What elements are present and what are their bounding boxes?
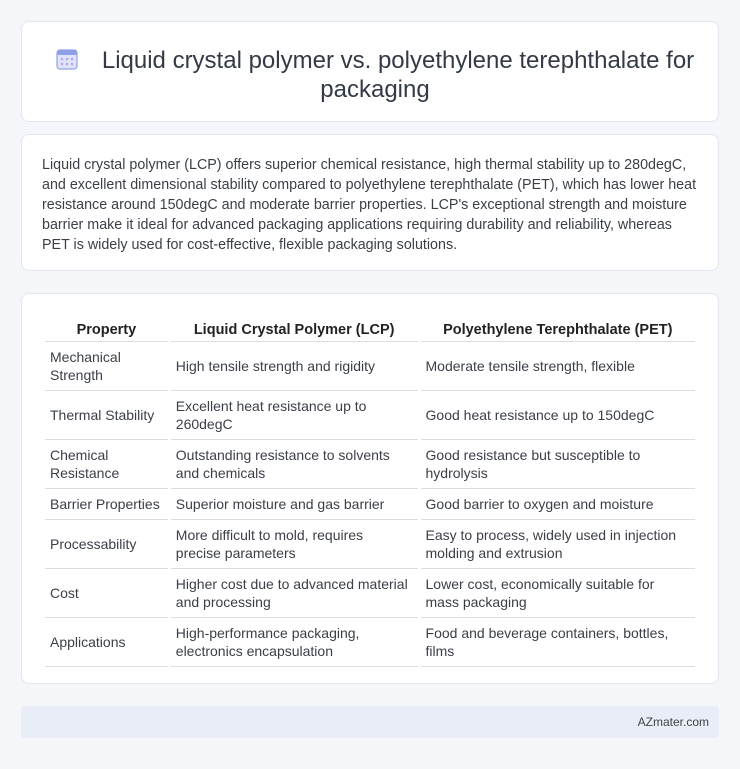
summary-card: [21, 134, 719, 271]
row-property: Barrier Properties: [45, 489, 168, 520]
row-property: Cost: [45, 569, 168, 618]
row-property: Mechanical Strength: [45, 342, 168, 391]
row-pet-value: Good heat resistance up to 150degC: [421, 391, 695, 440]
table-row: [45, 391, 695, 440]
row-lcp-value: Higher cost due to advanced material and processing: [171, 569, 418, 618]
row-pet-value: Good resistance but susceptible to hydrolysis: [421, 440, 695, 489]
comparison-table-card: [21, 293, 719, 684]
footer-bar: [21, 706, 719, 738]
row-pet-value: Moderate tensile strength, flexible: [421, 342, 695, 391]
row-lcp-value: Superior moisture and gas barrier: [171, 489, 418, 520]
row-pet-value: Food and beverage containers, bottles, films: [421, 618, 695, 667]
footer-site-link[interactable]: AZmater.com: [637, 715, 709, 729]
row-lcp-value: High-performance packaging, electronics encapsulation: [171, 618, 418, 667]
row-property: Chemical Resistance: [45, 440, 168, 489]
title-card: [21, 21, 719, 122]
comparison-table: [42, 312, 698, 667]
header-lcp: Liquid Crystal Polymer (LCP): [171, 312, 418, 342]
page-title-wrap: [52, 46, 698, 104]
table-row: [45, 520, 695, 569]
table-row: [45, 618, 695, 667]
summary-text: Liquid crystal polymer (LCP) offers superior chemical resistance, high thermal stability up to 280degC, and excellent dimensional stability compared to polyethylene terephthalate (PET), which has lower heat resistance around 150degC and moderate barrier properties. LCP's exceptional strength and moisture barrier make it ideal for advanced packaging applications requiring durability and reliability, whereas PET is widely used for cost-effective, flexible packaging solutions.: [42, 157, 697, 253]
table-row: [45, 569, 695, 618]
table-header-row: [45, 312, 695, 342]
row-lcp-value: Outstanding resistance to solvents and chemicals: [171, 440, 418, 489]
table-row: [45, 342, 695, 391]
header-pet: Polyethylene Terephthalate (PET): [421, 312, 695, 342]
row-lcp-value: High tensile strength and rigidity: [171, 342, 418, 391]
row-property: Processability: [45, 520, 168, 569]
row-pet-value: Good barrier to oxygen and moisture: [421, 489, 695, 520]
calendar-icon: [56, 48, 78, 70]
row-lcp-value: Excellent heat resistance up to 260degC: [171, 391, 418, 440]
row-lcp-value: More difficult to mold, requires precise parameters: [171, 520, 418, 569]
header-property: Property: [45, 312, 168, 342]
table-row: [45, 489, 695, 520]
row-pet-value: Easy to process, widely used in injection molding and extrusion: [421, 520, 695, 569]
row-property: Thermal Stability: [45, 391, 168, 440]
row-property: Applications: [45, 618, 168, 667]
table-row: [45, 440, 695, 489]
row-pet-value: Lower cost, economically suitable for mass packaging: [421, 569, 695, 618]
page-title: Liquid crystal polymer vs. polyethylene terephthalate for packaging: [101, 47, 695, 103]
